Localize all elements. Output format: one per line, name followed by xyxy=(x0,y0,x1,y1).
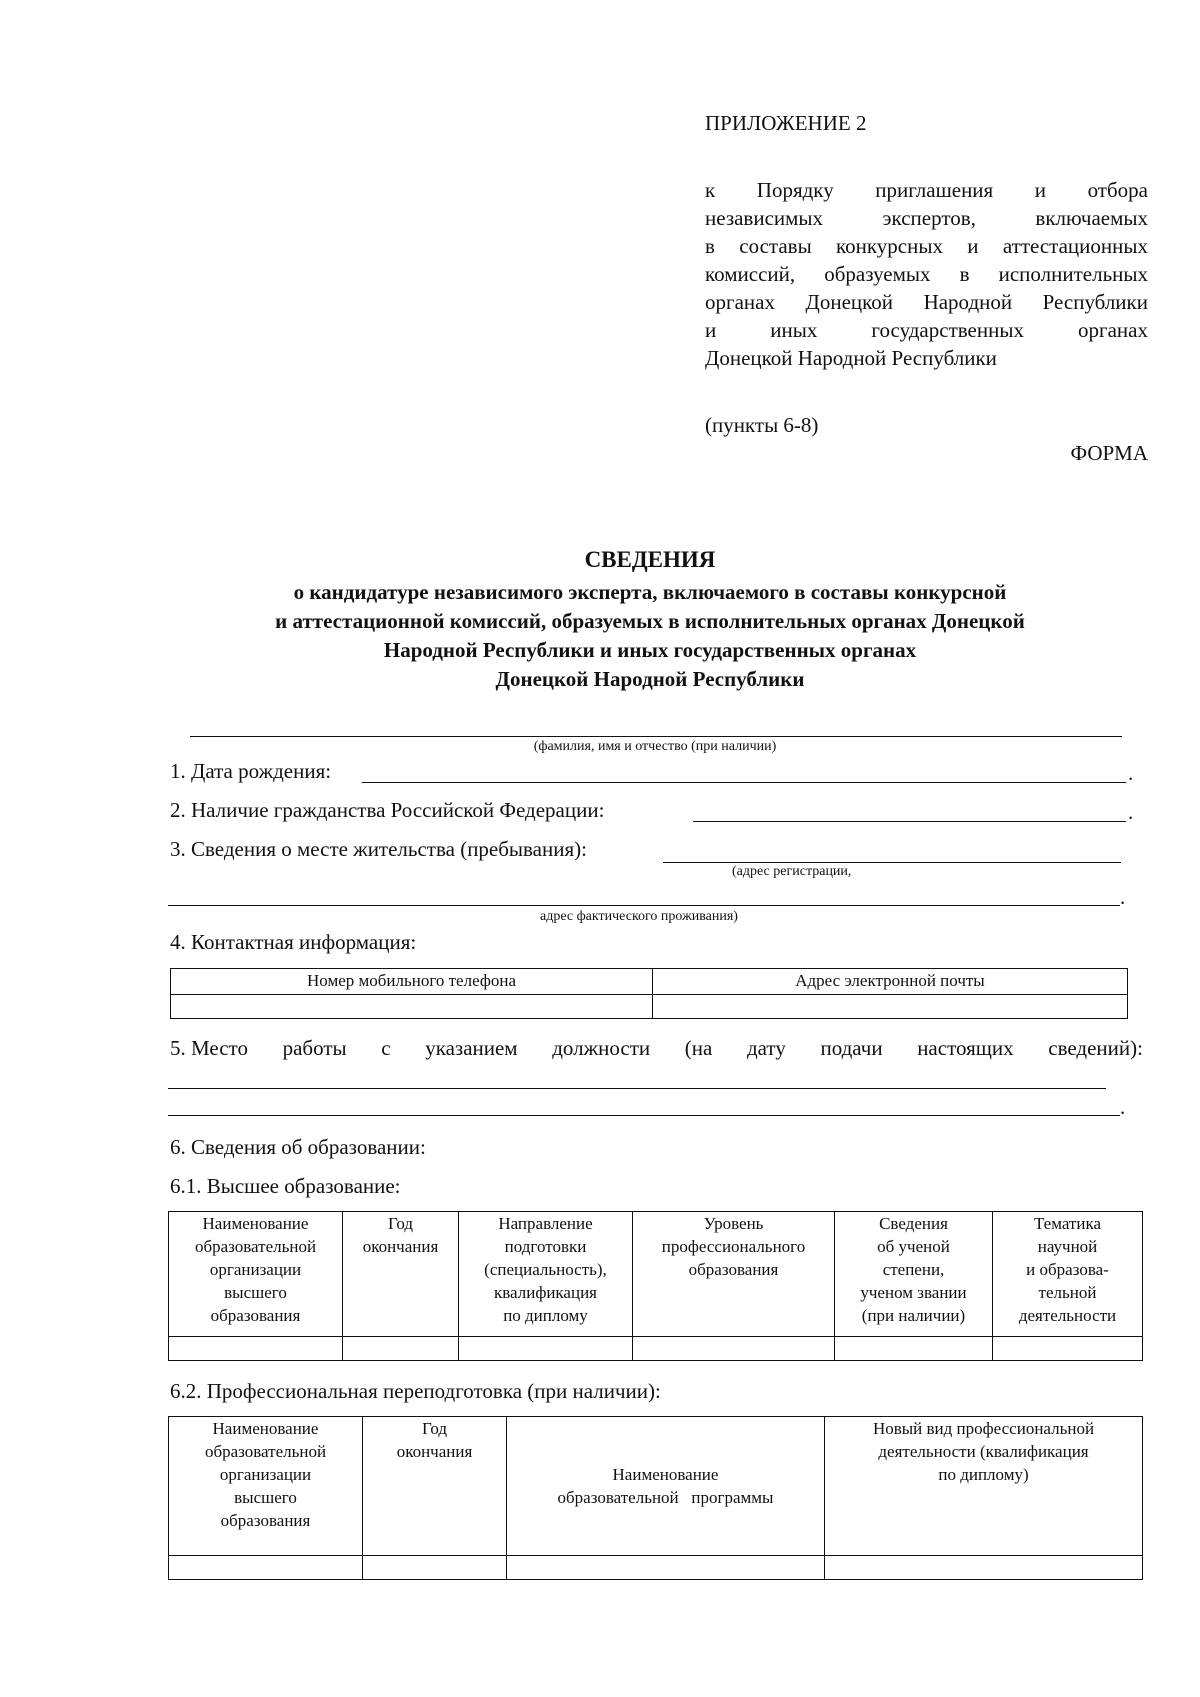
higher-ed-cell[interactable] xyxy=(633,1337,835,1361)
workplace-input-line-2[interactable] xyxy=(168,1115,1120,1116)
higher-ed-cell[interactable] xyxy=(835,1337,993,1361)
workplace-word: сведений): xyxy=(1048,1036,1143,1060)
workplace-label xyxy=(170,1035,1143,1062)
higher-ed-cell[interactable] xyxy=(169,1337,343,1361)
form-label: ФОРМА xyxy=(1070,441,1148,465)
retraining-cell[interactable] xyxy=(363,1556,507,1580)
document-title: СВЕДЕНИЯ xyxy=(584,547,716,572)
residence-registration-input-line[interactable] xyxy=(663,862,1121,863)
retraining-cell[interactable] xyxy=(507,1556,825,1580)
appendix-ref-line: независимых экспертов, включаемых xyxy=(705,206,1148,230)
higher-ed-header-year: Год окончания xyxy=(343,1212,459,1337)
appendix-number: ПРИЛОЖЕНИЕ 2 xyxy=(705,111,867,135)
fio-caption: (фамилия, имя и отчество (при наличии) xyxy=(533,739,777,754)
workplace-word: подачи xyxy=(820,1036,883,1060)
workplace-word: работы xyxy=(282,1036,347,1060)
retraining-header-activity: Новый вид профессиональной деятельности (квалификация по диплому) xyxy=(825,1417,1143,1556)
fio-input-line[interactable] xyxy=(190,736,1122,737)
higher-ed-cell[interactable] xyxy=(993,1337,1143,1361)
workplace-word: должности xyxy=(552,1036,651,1060)
birth-date-label: 1. Дата рождения: xyxy=(170,759,332,783)
retraining-cell[interactable] xyxy=(169,1556,363,1580)
period-mark: . xyxy=(1120,885,1126,909)
retraining-label: 6.2. Профессиональная переподготовка (при наличии): xyxy=(170,1379,661,1403)
appendix-ref-line: к Порядку приглашения и отбора xyxy=(705,178,1148,202)
period-mark: . xyxy=(1128,800,1134,824)
phone-header: Номер мобильного телефона xyxy=(171,969,653,995)
appendix-ref-line: органах Донецкой Народной Республики xyxy=(705,290,1148,314)
workplace-word: 5. Место xyxy=(170,1036,248,1060)
workplace-word: указанием xyxy=(425,1036,518,1060)
higher-education-table xyxy=(168,1211,1143,1361)
workplace-word: с xyxy=(381,1036,391,1060)
residence-actual-input-line[interactable] xyxy=(168,905,1120,906)
retraining-cell[interactable] xyxy=(825,1556,1143,1580)
period-mark: . xyxy=(1120,1095,1126,1119)
higher-ed-cell[interactable] xyxy=(343,1337,459,1361)
citizenship-input-line[interactable] xyxy=(693,821,1126,822)
phone-cell[interactable] xyxy=(171,995,653,1019)
birth-date-input-line[interactable] xyxy=(362,782,1126,783)
workplace-word: (на xyxy=(684,1036,713,1060)
registration-caption: (адрес регистрации, xyxy=(732,864,852,879)
appendix-points: (пункты 6-8) xyxy=(705,413,819,437)
subtitle-line: о кандидатуре независимого эксперта, включаемого в составы конкурсной xyxy=(293,580,1007,604)
appendix-ref-line: Донецкой Народной Республики xyxy=(705,346,997,370)
period-mark: . xyxy=(1128,761,1134,785)
higher-ed-cell[interactable] xyxy=(459,1337,633,1361)
appendix-ref-line: в составы конкурсных и аттестационных xyxy=(705,234,1148,258)
retraining-table xyxy=(168,1416,1143,1580)
workplace-input-line-1[interactable] xyxy=(168,1088,1106,1089)
retraining-header-program: Наименование образовательной программы xyxy=(507,1417,825,1556)
workplace-word: настоящих xyxy=(917,1036,1014,1060)
subtitle-line: и аттестационной комиссий, образуемых в исполнительных органах Донецкой xyxy=(275,609,1025,633)
email-header: Адрес электронной почты xyxy=(653,969,1128,995)
retraining-header-org: Наименование образовательной организации высшего образования xyxy=(169,1417,363,1556)
higher-ed-header-degree: Сведения об ученой степени, ученом звании (при наличии) xyxy=(835,1212,993,1337)
higher-education-label: 6.1. Высшее образование: xyxy=(170,1174,401,1198)
higher-ed-header-level: Уровень профессионального образования xyxy=(633,1212,835,1337)
workplace-word: дату xyxy=(746,1036,786,1060)
citizenship-label: 2. Наличие гражданства Российской Федерации: xyxy=(170,798,605,822)
retraining-header-year: Год окончания xyxy=(363,1417,507,1556)
subtitle-line: Донецкой Народной Республики xyxy=(495,667,805,691)
higher-ed-header-specialty: Направление подготовки (специальность), квалификация по диплому xyxy=(459,1212,633,1337)
higher-ed-header-topics: Тематика научной и образова- тельной деятельности xyxy=(993,1212,1143,1337)
appendix-reference xyxy=(705,176,1148,372)
contact-table xyxy=(170,968,1128,1019)
document-subtitle xyxy=(150,578,1150,694)
appendix-ref-line: комиссий, образуемых в исполнительных xyxy=(705,262,1148,286)
education-label: 6. Сведения об образовании: xyxy=(170,1135,426,1159)
actual-address-caption: адрес фактического проживания) xyxy=(540,909,738,924)
residence-label: 3. Сведения о месте жительства (пребывания): xyxy=(170,837,587,861)
appendix-ref-line: и иных государственных органах xyxy=(705,318,1148,342)
subtitle-line: Народной Республики и иных государственных органах xyxy=(383,638,917,662)
contact-label: 4. Контактная информация: xyxy=(170,930,417,954)
email-cell[interactable] xyxy=(653,995,1128,1019)
higher-ed-header-org: Наименование образовательной организации высшего образования xyxy=(169,1212,343,1337)
